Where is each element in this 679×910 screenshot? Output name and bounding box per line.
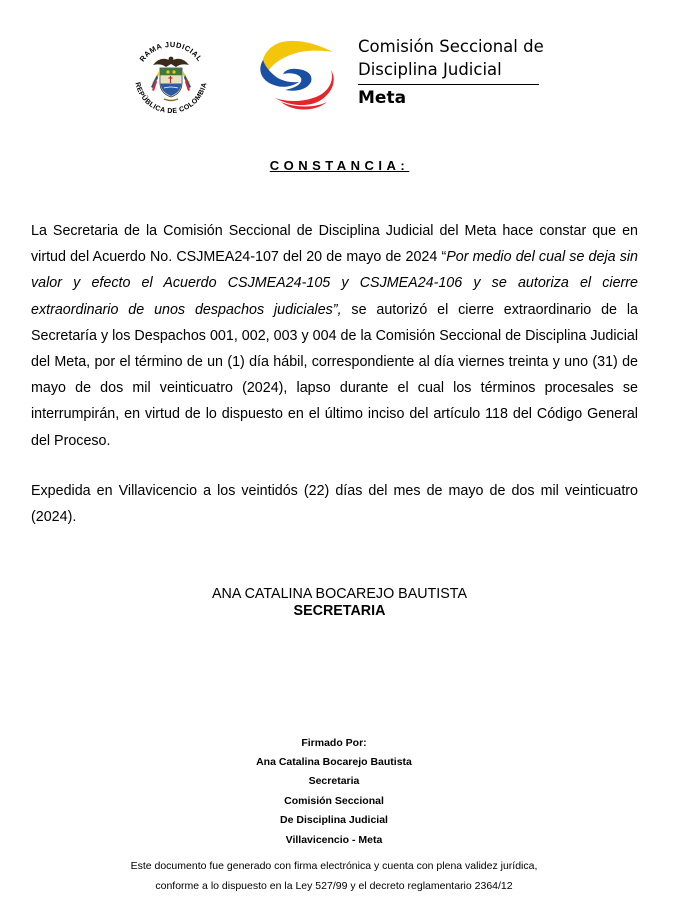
- e-sign-office-2: De Disciplina Judicial: [280, 814, 388, 826]
- signatory-name: ANA CATALINA BOCAREJO BAUTISTA: [211, 586, 468, 602]
- svg-text:REPÚBLICA DE COLOMBIA: REPÚBLICA DE COLOMBIA: [133, 81, 209, 116]
- signatory-role: SECRETARIA: [293, 603, 386, 619]
- e-sign-name: Ana Catalina Bocarejo Bautista: [256, 756, 412, 768]
- rama-judicial-seal: [126, 33, 216, 123]
- legal-footer-line-2: conforme a lo dispuesto en la Ley 527/99 y el decreto reglamentario 2364/12: [155, 880, 513, 892]
- org-divider: [358, 84, 539, 85]
- e-sign-signed-by: Firmado Por:: [301, 737, 367, 749]
- legal-footer-line-1: Este documento fue generado con firma electrónica y cuenta con plena validez jurídica,: [130, 860, 538, 872]
- e-sign-role: Secretaria: [308, 775, 360, 787]
- para1-text-a: La Secretaria de la Comisión Seccional de Disciplina Judicial del Meta hace constar que en virtud del Acuerdo No. CSJMEA24-107 del 20 de mayo de 2024 “: [31, 223, 638, 266]
- e-sign-city: Villavicencio - Meta: [285, 834, 383, 846]
- org-line-1: Comisión Seccional de: [358, 37, 544, 56]
- org-line-3: Meta: [358, 88, 407, 108]
- e-sign-office-1: Comisión Seccional: [284, 795, 384, 807]
- para1-text-b: se autorizó el cierre extraordinario de la Secretaría y los Despachos 001, 002, 003 y 004 de la Comisión Seccional de Disciplina Judicial del Meta, por el término de un (1) día hábil, correspondiente al día viernes treinta y uno (31) de mayo de dos mil veinticuatro (2024), lapso durante el cual los términos procesales se interrumpirán, en virtud de lo dispuesto en el último inciso del artículo 118 del Código General del Proceso.: [31, 301, 638, 449]
- comision-logo: [255, 36, 339, 114]
- paragraph-constancia: [31, 218, 638, 454]
- document-heading: [0, 158, 679, 173]
- org-line-2: Disciplina Judicial: [358, 60, 502, 79]
- para1-italic-quote: Por medio del cual se deja sin valor y efecto el Acuerdo CSJMEA24-105 y CSJMEA24-106 y se autoriza el cierre extraordinario de unos despachos judiciales”,: [31, 249, 639, 318]
- heading-text: CONSTANCIA:: [269, 158, 410, 173]
- organization-name: [358, 35, 544, 109]
- paragraph-issued: Expedida en Villavicencio a los veintidós (22) días del mes de mayo de dos mil veinticuatro (2024).: [31, 483, 638, 526]
- svg-text:RAMA JUDICIAL: RAMA JUDICIAL: [137, 39, 205, 64]
